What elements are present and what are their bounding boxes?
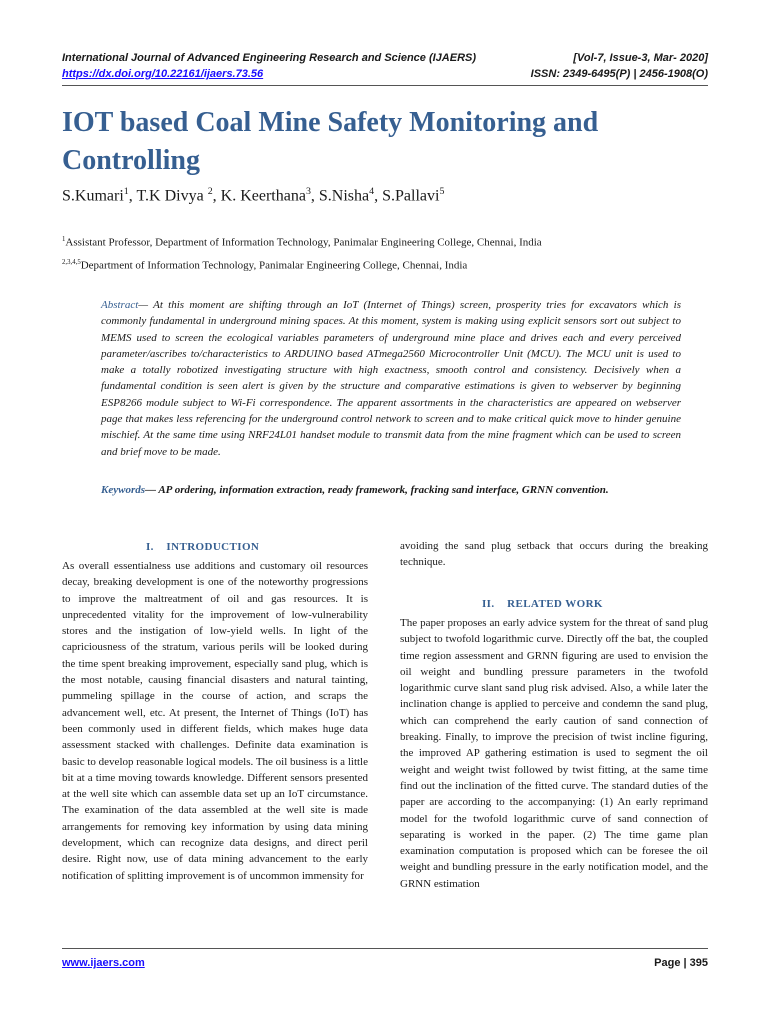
abstract-dash: —: [138, 299, 154, 311]
footer-rule: [62, 948, 708, 949]
journal-name: International Journal of Advanced Engineering Research and Science (IJAERS): [62, 52, 477, 64]
introduction-text: As overall essentialness use additions and customary oil resources decay, breaking development is one of the noteworthy progressions to improve the maltreatment of oil and gas resources. It is unprecedented vitality for the improvement of low-vulnerability stores and the instigation of low-yield wells. In light of the capriciousness of the stratum, various perils will be looked during the time spent breaking improvement, especially sand plug, which is the most notable, causing financial disasters and natural tainting, pummeling spillage in the course of action, and scraps the advancement well, etc. At present, the Internet of Things (IoT) has been commonly used in different fields, which makes huge data assessment stacked with challenges. Definite data examination is basic to develop reasonable logical models. The oil business is a little bit at a time moving towards knowledge. Different sensors presented at the well site which can assemble data set up an IoT circumstance. The examination of the data assembled at the well site is made arrangements for removing key information by using data mining development, which can recognize data designs, and direct peril desire. Right now, use of data mining advancement to the early notification of splitting improvement is of uncommon immensity for: [62, 560, 368, 882]
author-affiliation-marker: 2: [207, 186, 213, 197]
author-affiliation-marker: 5: [439, 186, 445, 197]
introduction-continued-text: avoiding the sand plug setback that occurs during the breaking technique.: [400, 540, 708, 569]
journal-website-text[interactable]: www.ijaers.com: [62, 957, 145, 969]
keywords: [101, 482, 681, 498]
affiliation-1-text: Assistant Professor, Department of Information Technology, Panimalar Engineering College, Chennai, India: [65, 236, 542, 249]
section-heading-introduction: I. INTRODUCTION: [146, 541, 260, 553]
author-name: S.Pallavi: [382, 187, 440, 205]
doi-link-text[interactable]: https://dx.doi.org/10.22161/ijaers.73.56: [62, 68, 264, 80]
author-separator: ,: [128, 187, 137, 205]
author-separator: ,: [310, 187, 319, 205]
keywords-dash: —: [145, 484, 159, 496]
related-work-text: The paper proposes an early advice system for the threat of sand plug subject to twofold logarithmic curve. Directly off the bat, the coupled time region assessment and GRNN figuring are used to envision the oil weight and bundling pressure parameters in the twofold logarithmic curve slant sand plug risk advised. Also, a while later the inclination change is applied to perceive and condemn the sand plug, which can comprehend the early caution of sand connection of breaking. Finally, to improve the precision of twist incline figuring, the improved AP gathering estimation is used to segment the oil weight and weight twist followed by twist fitting, at the same time find out the inclination of the fitted curve. The standard duties of the paper are according to the accompanying: (1) An early reprimand model for the twofold logarithmic curve of sand connection of separating is worked in the paper. (2) The time game plan examination computation is proposed which can be foresee the oil weight and bundling pressure in the early notification model, and the GRNN estimation: [400, 617, 708, 890]
doi-link[interactable]: [62, 68, 263, 80]
abstract: [101, 297, 681, 460]
author-affiliation-marker: 4: [369, 186, 375, 197]
keywords-text: AP ordering, information extraction, ready framework, fracking sand interface, GRNN convention.: [158, 484, 609, 496]
page-number: Page | 395: [654, 957, 708, 969]
affiliation-1: [62, 236, 542, 249]
author-name: T.K Divya: [136, 187, 208, 205]
issue-info: [Vol-7, Issue-3, Mar- 2020]: [573, 52, 708, 64]
affiliation-2-text: Department of Information Technology, Panimalar Engineering College, Chennai, India: [80, 259, 468, 272]
author-list: [62, 186, 444, 205]
abstract-label: Abstract: [101, 299, 139, 311]
author-name: S.Nisha: [318, 187, 370, 205]
author-separator: ,: [374, 187, 383, 205]
header-rule: [62, 85, 708, 86]
affiliation-2: [62, 259, 467, 272]
author-name: K. Keerthana: [220, 187, 306, 205]
abstract-text: At this moment are shifting through an IoT (Internet of Things) screen, prosperity tries for excavators which is commonly fundamental in underground mining spaces. At this moment, system is making using explicit sensors sort out subject to MEMS used to screen the ecological variables parameters of underground mine place and drives each and every perceived parameter/ascribes to/characteristics to ARDUINO based ATmega2560 Microcontroller Unit (MCU). The MCU unit is used to make a totally robotized investigating structure with high exactness, smooth control and consistency. Decisively when a fundamental condition is seen alert is given by the structure and comparative estimations is given to webserver by beginning ESP8266 module subject to Wi-Fi correspondence. The apparent assortments in the characteristics are appeared on webserver page that makes less referencing for the underground control network to screen and to make critical quick move to hinder genuine mischief. At the same time using NRF24L01 handset module to transmit data from the mine fragment which can be used to screen and brief move to be made.: [101, 299, 681, 458]
paper-title: IOT based Coal Mine Safety Monitoring and Controlling: [62, 107, 599, 176]
affiliation-2-sup: 2,3,4,5: [62, 259, 81, 266]
keywords-label: Keywords: [101, 484, 145, 496]
affiliation-1-sup: 1: [62, 236, 66, 243]
section-heading-related-work: II. RELATED WORK: [482, 598, 603, 610]
issn-info: ISSN: 2349-6495(P) | 2456-1908(O): [530, 68, 708, 80]
author-affiliation-marker: 1: [123, 186, 129, 197]
author-name: S.Kumari: [62, 187, 124, 205]
author-affiliation-marker: 3: [305, 186, 311, 197]
author-separator: ,: [212, 187, 221, 205]
journal-website-link[interactable]: [62, 957, 145, 969]
